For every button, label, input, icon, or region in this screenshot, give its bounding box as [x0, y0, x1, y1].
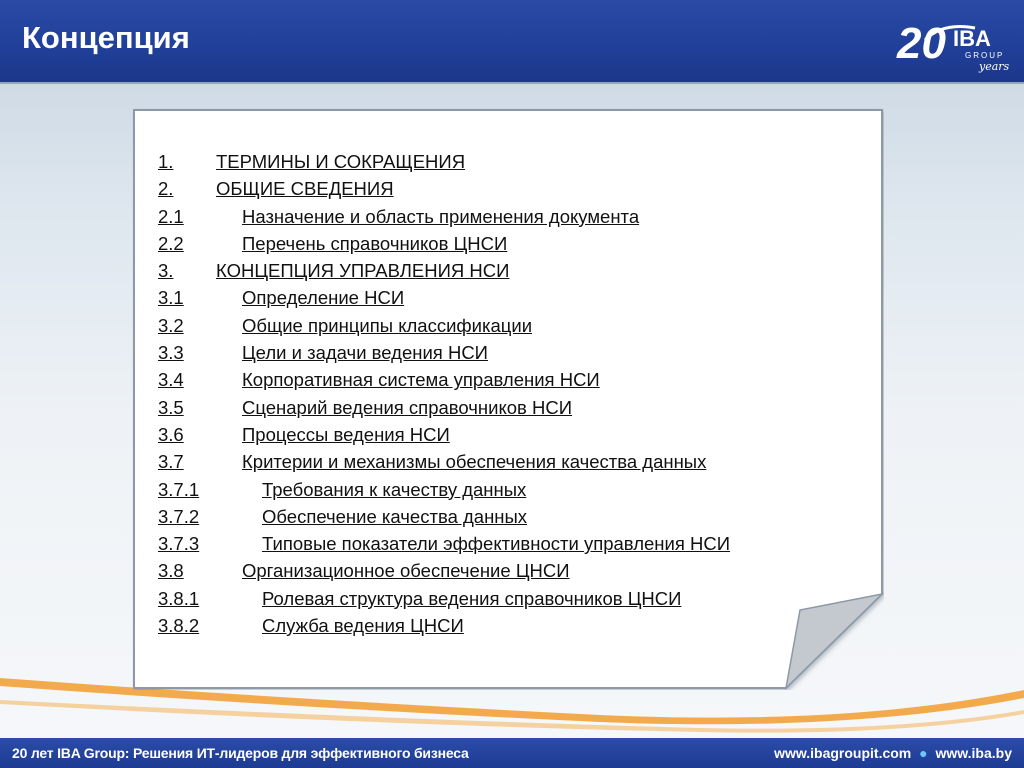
toc-entry[interactable]: [158, 503, 858, 530]
toc-entry[interactable]: [158, 394, 858, 421]
toc-entry[interactable]: [158, 585, 858, 612]
toc-entry[interactable]: [158, 366, 858, 393]
footer-url-iba[interactable]: www.iba.by: [935, 745, 1012, 761]
toc-entry-title[interactable]: Общие принципы классификации: [242, 314, 533, 336]
logo-group: GROUP: [965, 51, 1005, 60]
toc-entry[interactable]: [158, 312, 858, 339]
toc-entry-title[interactable]: Процессы ведения НСИ: [242, 423, 450, 445]
toc-entry-title[interactable]: Служба ведения ЦНСИ: [262, 615, 464, 637]
toc-entry-title[interactable]: ОБЩИЕ СВЕДЕНИЯ: [216, 178, 394, 200]
table-of-contents: [158, 148, 858, 639]
toc-entry[interactable]: [158, 230, 858, 257]
toc-entry-number[interactable]: 2.: [158, 178, 174, 200]
page-title: Концепция: [22, 20, 190, 55]
toc-entry-title[interactable]: Обеспечение качества данных: [262, 505, 528, 527]
toc-entry-title[interactable]: Критерии и механизмы обеспечения качества данных: [242, 451, 707, 473]
toc-entry[interactable]: [158, 612, 858, 639]
toc-entry-number[interactable]: 3.3: [158, 342, 184, 364]
toc-entry-number[interactable]: 2.1: [158, 205, 184, 227]
toc-entry-number[interactable]: 3.2: [158, 314, 184, 336]
toc-entry-number[interactable]: 3.8: [158, 560, 184, 582]
toc-entry-title[interactable]: Корпоративная система управления НСИ: [242, 369, 600, 391]
toc-entry[interactable]: [158, 421, 858, 448]
toc-entry-title[interactable]: КОНЦЕПЦИЯ УПРАВЛЕНИЯ НСИ: [216, 260, 510, 282]
toc-entry-number[interactable]: 3.7.2: [158, 505, 200, 527]
toc-entry-title[interactable]: Требования к качеству данных: [262, 478, 527, 500]
toc-entry[interactable]: [158, 148, 858, 175]
toc-entry-title[interactable]: Типовые показатели эффективности управления НСИ: [262, 533, 731, 555]
logo-years: years: [979, 60, 1010, 73]
toc-entry-number[interactable]: 1.: [158, 151, 174, 172]
toc-entry[interactable]: [158, 448, 858, 475]
footer-dot-separator: ●: [919, 745, 928, 761]
toc-entry-number[interactable]: 3.8.2: [158, 615, 200, 637]
header-bar: [0, 0, 1024, 84]
toc-entry-number[interactable]: 3.7: [158, 451, 184, 473]
toc-entry-title[interactable]: Определение НСИ: [242, 287, 405, 309]
toc-entry-title[interactable]: Цели и задачи ведения НСИ: [242, 342, 488, 364]
toc-entry[interactable]: [158, 476, 858, 503]
toc-entry[interactable]: [158, 257, 858, 284]
toc-entry-number[interactable]: 2.2: [158, 232, 184, 254]
toc-entry-number[interactable]: 3.7.3: [158, 533, 200, 555]
toc-entry-title[interactable]: Ролевая структура ведения справочников ЦНСИ: [262, 587, 682, 609]
toc-entry-title[interactable]: Назначение и область применения документа: [242, 205, 640, 227]
logo-brand: IBA: [953, 26, 991, 51]
toc-entry[interactable]: [158, 339, 858, 366]
toc-entry-number[interactable]: 3.: [158, 260, 174, 282]
toc-entry-number[interactable]: 3.1: [158, 287, 184, 309]
toc-entry-number[interactable]: 3.5: [158, 396, 184, 418]
toc-entry[interactable]: [158, 557, 858, 584]
footer-links: [774, 745, 1012, 761]
toc-entry-number[interactable]: 3.4: [158, 369, 184, 391]
toc-entry-number[interactable]: 3.6: [158, 423, 184, 445]
footer-url-ibagroupit[interactable]: www.ibagroupit.com: [774, 745, 912, 761]
toc-entry-number[interactable]: 3.7.1: [158, 478, 200, 500]
logo-number: 20: [897, 19, 946, 68]
footer-bar: [0, 738, 1024, 768]
toc-entry-title[interactable]: Организационное обеспечение ЦНСИ: [242, 560, 570, 582]
iba-20-years-logo: [895, 18, 1017, 74]
toc-entry-title[interactable]: ТЕРМИНЫ И СОКРАЩЕНИЯ: [216, 151, 466, 172]
toc-entry[interactable]: [158, 284, 858, 311]
toc-entry-number[interactable]: 3.8.1: [158, 587, 200, 609]
footer-slogan: 20 лет IBA Group: Решения ИТ-лидеров для эффективного бизнеса: [12, 745, 469, 761]
toc-entry-title[interactable]: Сценарий ведения справочников НСИ: [242, 396, 573, 418]
toc-entry[interactable]: [158, 203, 858, 230]
toc-entry[interactable]: [158, 175, 858, 202]
toc-entry[interactable]: [158, 530, 858, 557]
toc-entry-title[interactable]: Перечень справочников ЦНСИ: [242, 232, 508, 254]
